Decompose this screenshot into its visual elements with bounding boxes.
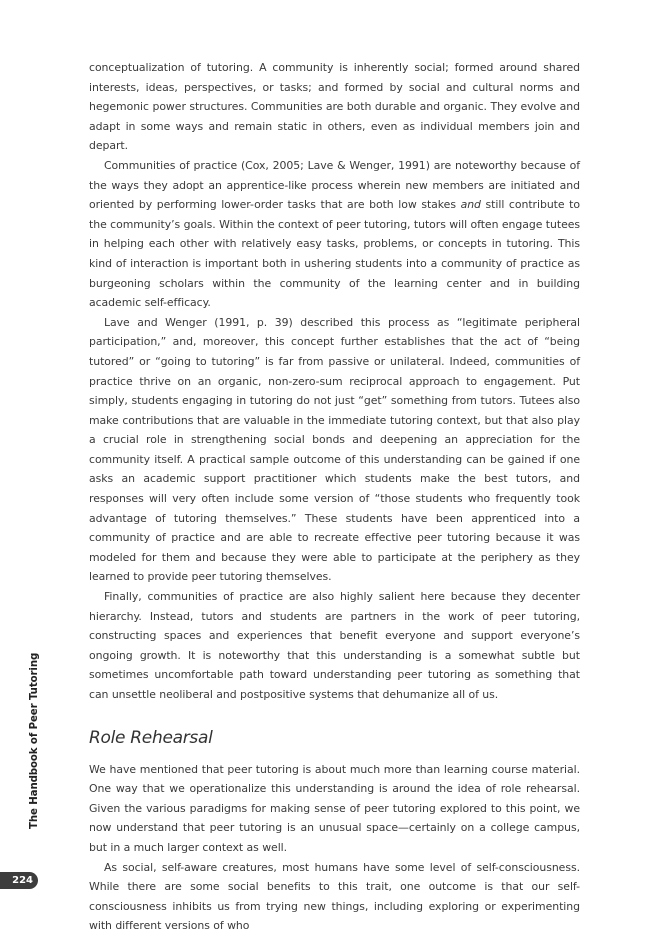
body-text [89, 58, 580, 936]
paragraph-3: Lave and Wenger (1991, p. 39) described this process as “legitimate peripheral participation,” and, moreover, this concept further establishes that the act of “being tutored” or “going to tutoring” is far from passive or unilateral. Indeed, communities of practice thrive on an organic, non-zero-sum reciprocal approach to engagement. Put simply, students engaging in tutoring do not just “get” something from tutors. Tutees also make contributions that are valuable in the immediate tutoring context, but that also play a crucial role in strengthening social bonds and deepening an appreciation for the community itself. A practical sample outcome of this understanding can be gained if one asks an academic support practitioner which students make the best tutors, and responses will very often include some version of “those students who frequently took advantage of tutoring themselves.” These students have been apprenticed into a community of practice and are able to recreate effective peer tutoring because it was modeled for them and because they were able to participate at the periphery as they learned to provide peer tutoring themselves. [89, 315, 580, 584]
paragraph-2-text-b: still contribute to the community’s goals. Within the context of peer tutoring, tutors will often engage tutees in helping each other with relatively easy tasks, problems, or concepts in tutoring. This kind of interaction is important both in ushering students into a community of practice as burgeoning scholars within the community of the learning center and in building academic self-efficacy. [89, 198, 581, 310]
page-number-badge: 224 [0, 872, 38, 889]
paragraph-2 [89, 156, 580, 313]
paragraph-1: conceptualization of tutoring. A community is inherently social; formed around shared interests, ideas, perspectives, or tasks; and formed by social and cultural norms and hegemonic power structures. Communities are both durable and organic. They evolve and adapt in some ways and remain static in others, even as individual members join and depart. [89, 61, 580, 153]
running-head: The Handbook of Peer Tutoring [29, 652, 40, 829]
paragraph-6: As social, self-aware creatures, most humans have some level of self-consciousness. While there are some social benefits to this trait, one outcome is that our self-consciousness inhibits us from trying new things, including exploring or experimenting with different versions of who [89, 860, 580, 933]
paragraph-2-emphasis: and [460, 198, 481, 212]
paragraph-4: Finally, communities of practice are also highly salient here because they decenter hierarchy. Instead, tutors and students are partners in the work of peer tutoring, constructing spaces and experiences that benefit everyone and support everyone’s ongoing growth. It is noteworthy that this understanding is a somewhat subtle but sometimes uncomfortable path toward understanding peer tutoring as something that can unsettle neoliberal and postpositive systems that dehumanize all of us. [89, 590, 580, 701]
paragraph-2-text-a: Communities of practice (Cox, 2005; Lave & Wenger, 1991) are noteworthy because of the ways they adopt an apprentice-like process wherein new members are initiated and oriented by performing lower-order tasks that are both low stakes [89, 158, 580, 212]
section-heading-role-rehearsal: Role Rehearsal [89, 727, 213, 748]
paragraph-5: We have mentioned that peer tutoring is about much more than learning course material. One way that we operationalize this understanding is around the idea of role rehearsal. Given the various paradigms for making sense of peer tutoring explored to this point, we now understand that peer tutoring is an unusual space—certainly on a college campus, but in a much larger context as well. [89, 762, 580, 854]
